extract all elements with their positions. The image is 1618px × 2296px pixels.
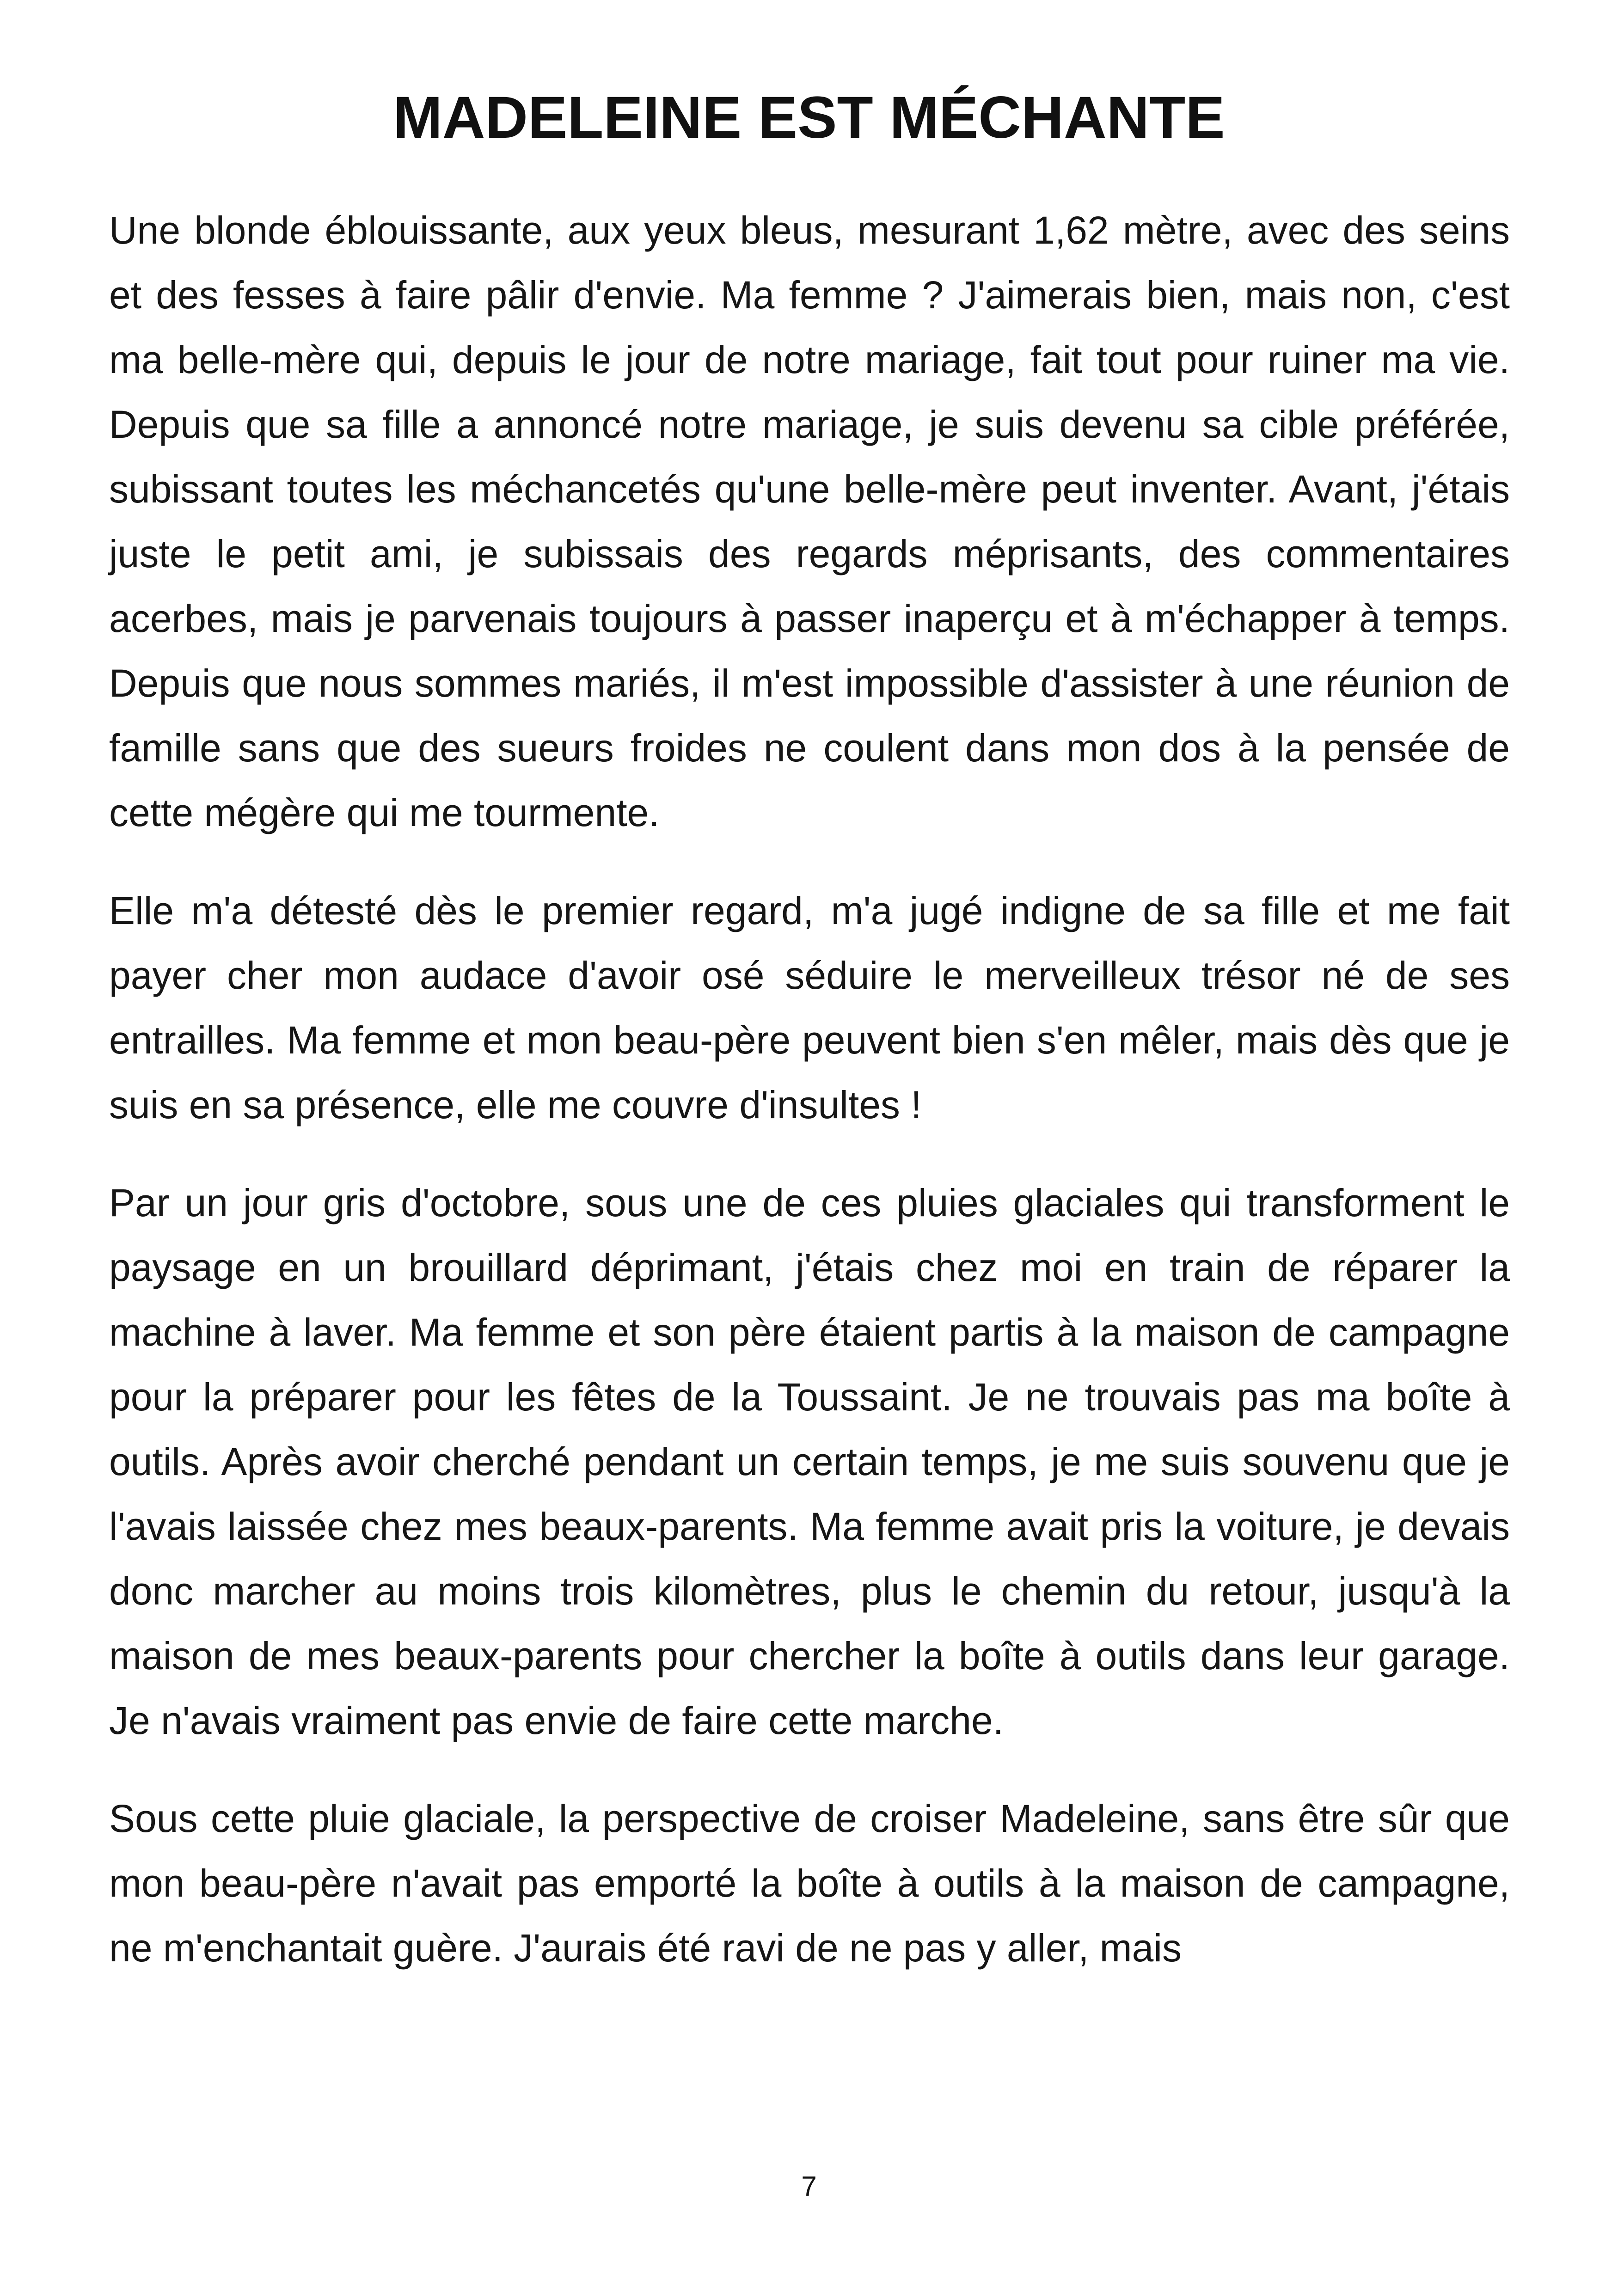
page-number: 7 [801, 2171, 817, 2202]
chapter-title: MADELEINE EST MÉCHANTE [393, 85, 1225, 151]
body-text [109, 198, 1510, 2014]
paragraph-2: Elle m'a détesté dès le premier regard, m'a jugé indigne de sa fille et me fait payer cher mon audace d'avoir osé séduire le merveilleux trésor né de ses entrailles. Ma femme et mon beau-père peuvent bien s'en mêler, mais dès que je suis en sa présence, elle me couvre d'insultes ! [109, 889, 1510, 1127]
paragraph-3: Par un jour gris d'octobre, sous une de ces pluies glaciales qui transforment le paysage en un brouillard déprimant, j'étais chez moi en train de réparer la machine à laver. Ma femme et son père étaient partis à la maison de campagne pour la préparer pour les fêtes de la Toussaint. Je ne trouvais pas ma boîte à outils. Après avoir cherché pendant un certain temps, je me suis souvenu que je l'avais laissée chez mes beaux-parents. Ma femme avait pris la voiture, je devais donc marcher au moins trois kilomètres, plus le chemin du retour, jusqu'à la maison de mes beaux-parents pour chercher la boîte à outils dans leur garage. Je n'avais vraiment pas envie de faire cette marche. [109, 1181, 1510, 1742]
paragraph-4: Sous cette pluie glaciale, la perspective de croiser Madeleine, sans être sûr que mon beau-père n'avait pas emporté la boîte à outils à la maison de campagne, ne m'enchantait guère. J'aurais été ravi de ne pas y aller, mais [109, 1797, 1510, 1970]
paragraph-1: Une blonde éblouissante, aux yeux bleus, mesurant 1,62 mètre, avec des seins et des fesses à faire pâlir d'envie. Ma femme ? J'aimerais bien, mais non, c'est ma belle-mère qui, depuis le jour de notre mariage, fait tout pour ruiner ma vie. Depuis que sa fille a annoncé notre mariage, je suis devenu sa cible préférée, subissant toutes les méchancetés qu'une belle-mère peut inventer. Avant, j'étais juste le petit ami, je subissais des regards méprisants, des commentaires acerbes, mais je parvenais toujours à passer inaperçu et à m'échapper à temps. Depuis que nous sommes mariés, il m'est impossible d'assister à une réunion de famille sans que des sueurs froides ne coulent dans mon dos à la pensée de cette mégère qui me tourmente. [109, 208, 1510, 834]
